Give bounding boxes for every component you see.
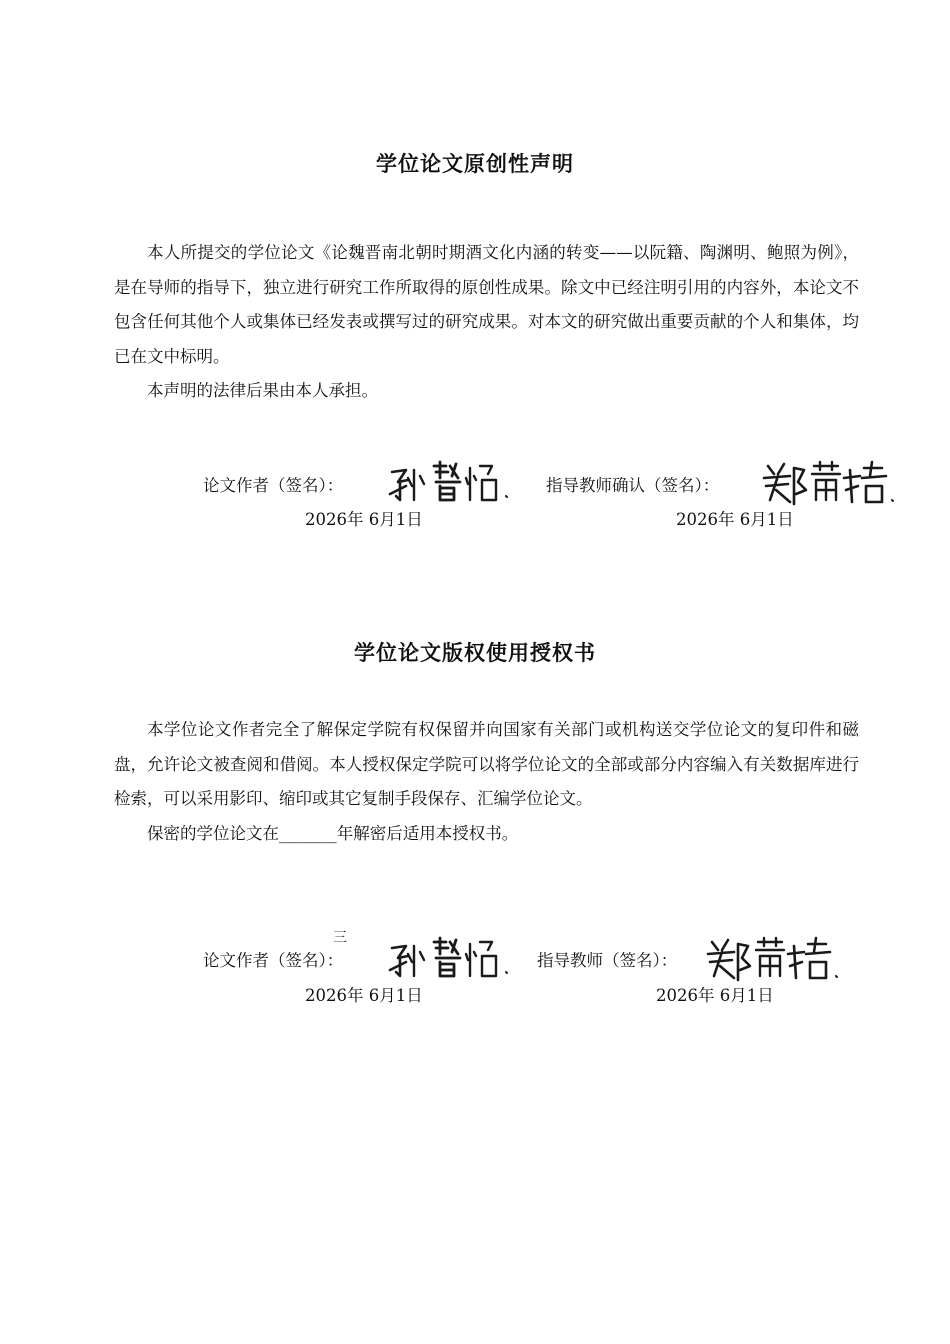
declaration-author-date: 2026年 6月1日 <box>305 510 423 529</box>
declaration-advisor-label: 指导教师确认（签名）： <box>546 476 720 495</box>
authorization-body <box>114 713 859 851</box>
authorization-advisor-label: 指导教师（签名）： <box>537 951 678 970</box>
declaration-paragraph-2: 本声明的法律后果由本人承担。 <box>147 381 378 400</box>
stray-mark: 三 <box>333 930 347 946</box>
declaration-advisor-signature <box>760 460 900 508</box>
declaration-advisor-date: 2026年 6月1日 <box>676 510 794 529</box>
authorization-paragraph-1: 本学位论文作者完全了解保定学院有权保留并向国家有关部门或机构送交学位论文的复印件和磁盘，允许论文被查阅和借阅。本人授权保定学院可以将学位论文的全部或部分内容编入有关数据库进行检索，可以采用影印、缩印或其它复制手段保存、汇编学位论文。 <box>114 720 859 808</box>
declaration-author-label: 论文作者（签名）： <box>203 476 344 495</box>
authorization-author-label: 论文作者（签名）： <box>203 951 344 970</box>
authorization-author-date: 2026年 6月1日 <box>305 986 423 1005</box>
authorization-advisor-date: 2026年 6月1日 <box>656 986 774 1005</box>
declaration-body <box>114 236 859 409</box>
declaration-paragraph-1: 本人所提交的学位论文《论魏晋南北朝时期酒文化内涵的转变——以阮籍、陶渊明、鲍照为例》，是在导师的指导下，独立进行研究工作所取得的原创性成果。除文中已经注明引用的内容外，本论文不包含任何其他个人或集体已经发表或撰写过的研究成果。对本文的研究做出重要贡献的个人和集体，均已在文中标明。 <box>114 243 859 366</box>
declaration-title: 学位论文原创性声明 <box>376 152 574 176</box>
authorization-advisor-signature <box>704 936 844 984</box>
authorization-paragraph-2: 保密的学位论文在_______年解密后适用本授权书。 <box>147 823 519 843</box>
authorization-author-signature <box>388 936 513 980</box>
declaration-author-signature <box>388 460 513 504</box>
authorization-title: 学位论文版权使用授权书 <box>354 641 596 665</box>
